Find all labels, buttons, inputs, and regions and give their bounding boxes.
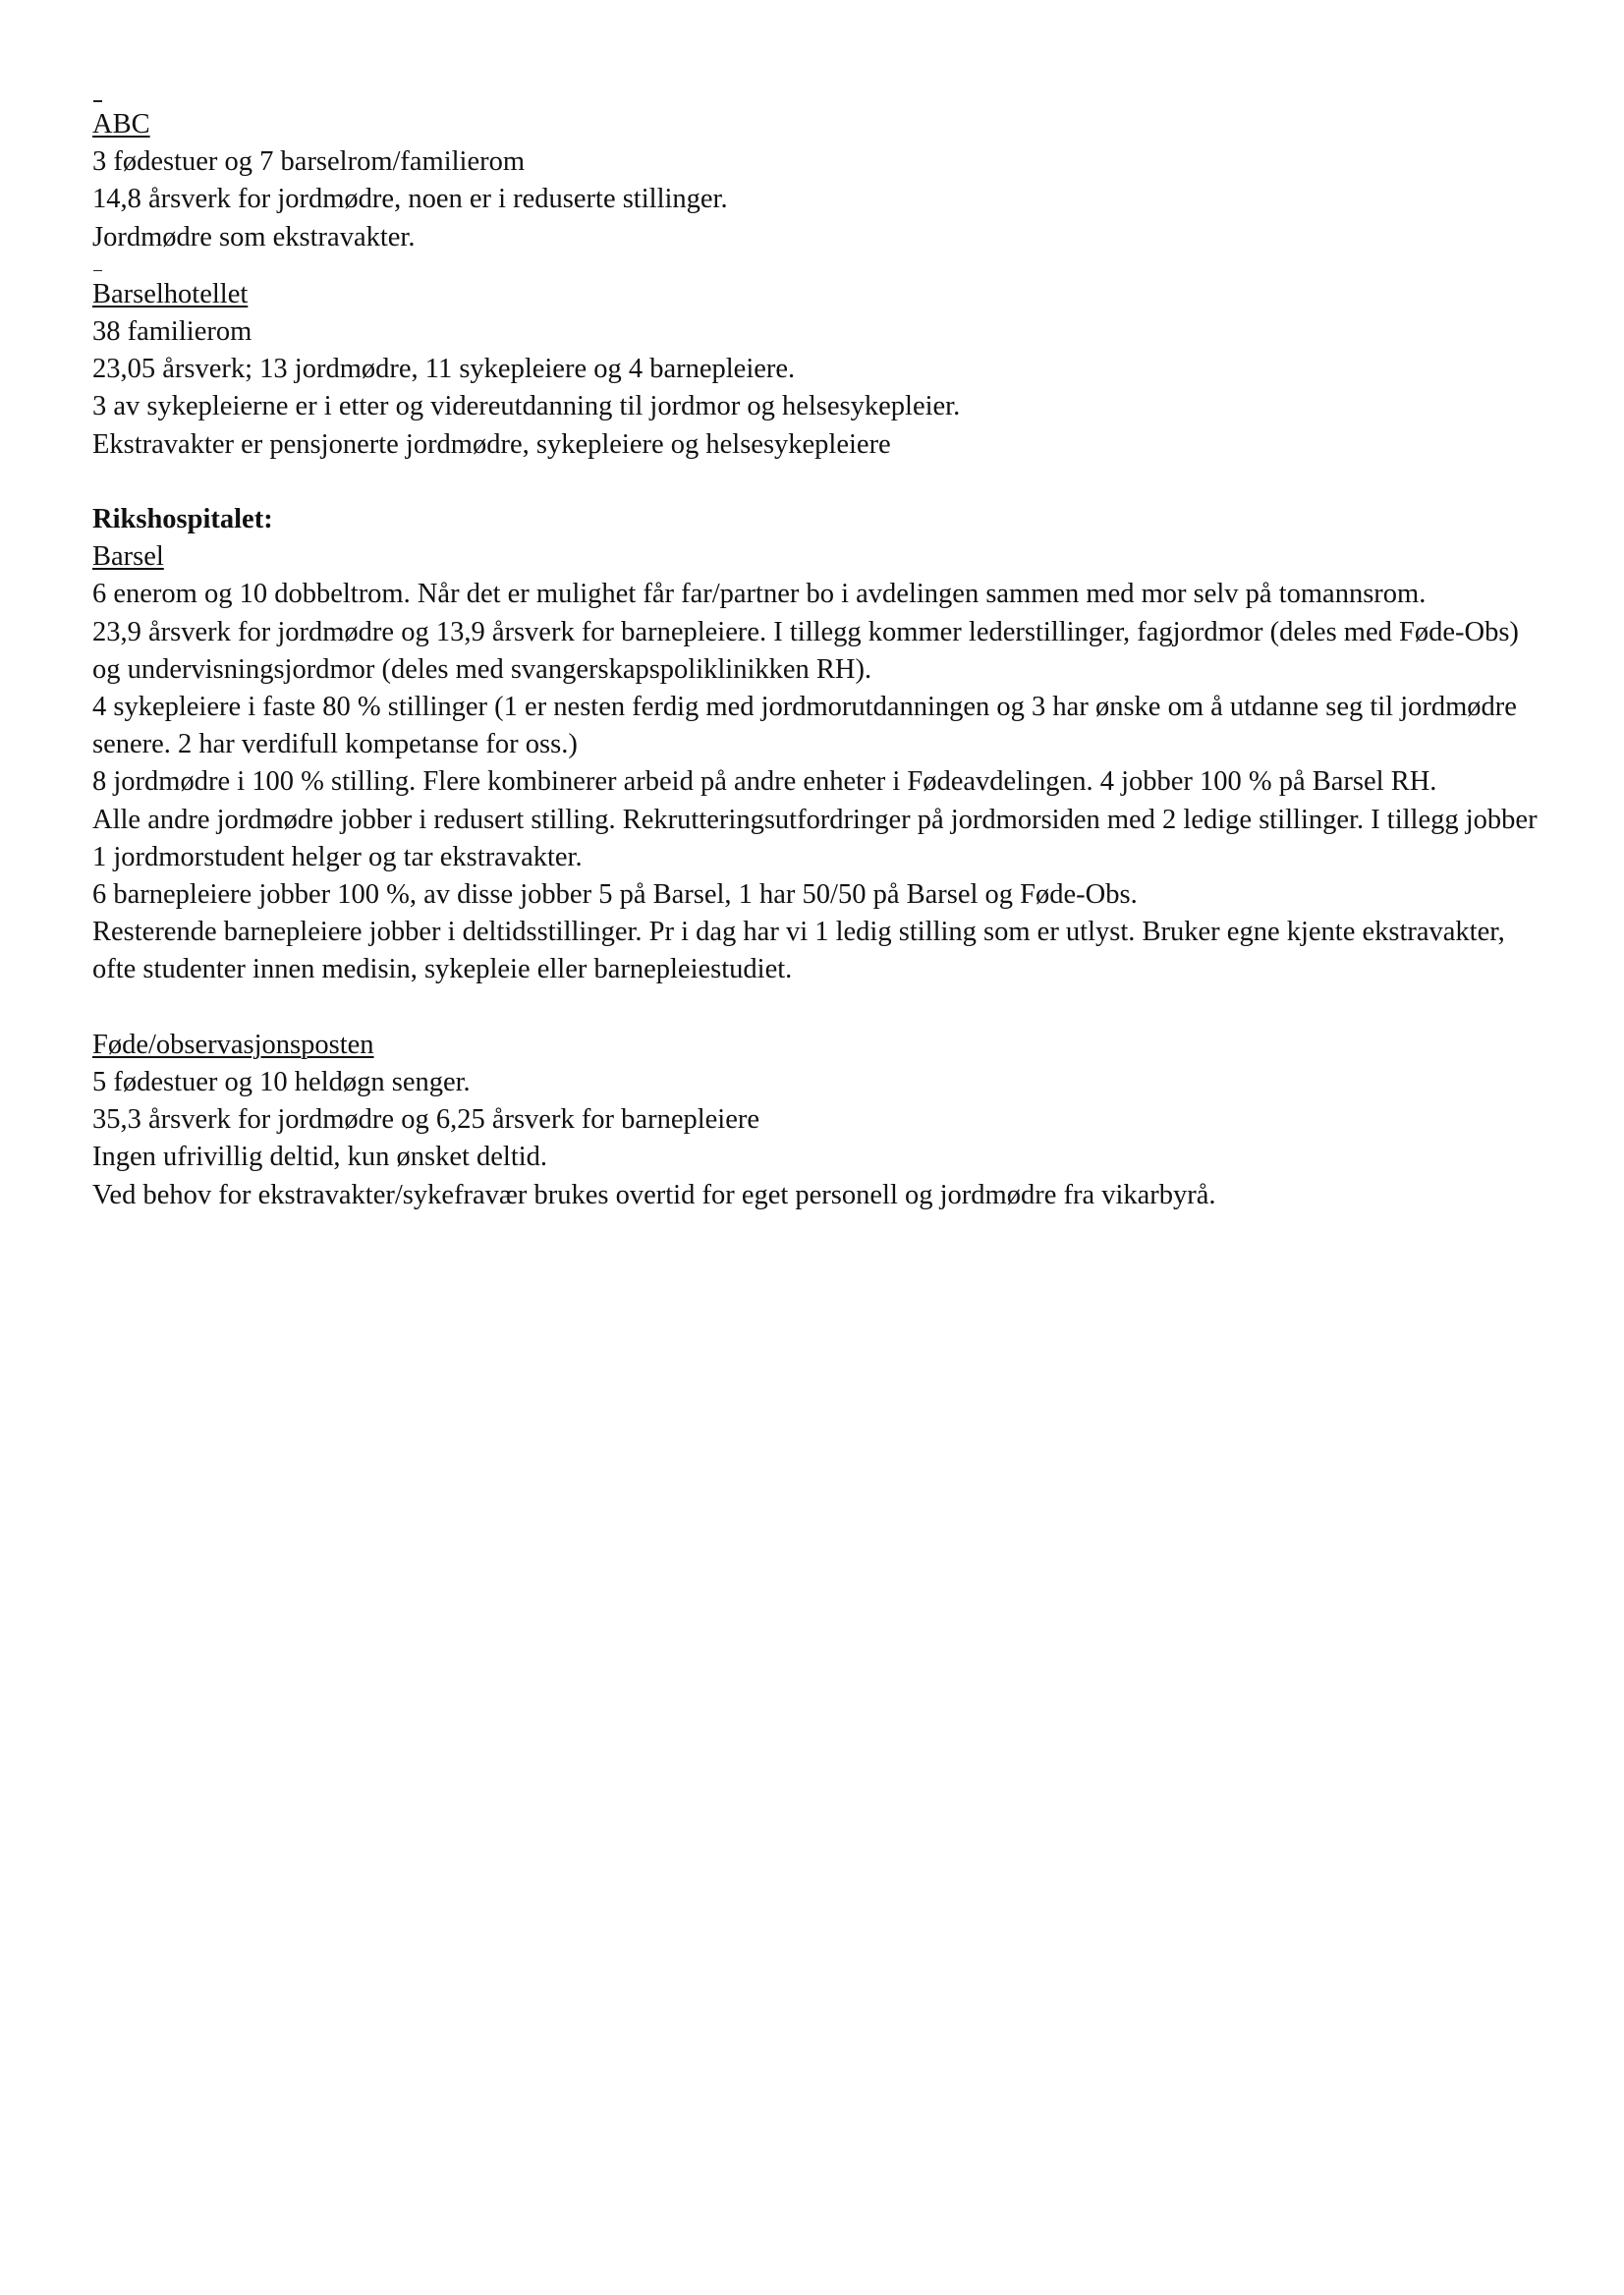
barsel-paragraph-1: 6 enerom og 10 dobbeltrom. Når det er mulighet får far/partner bo i avdelingen sammen med mor selv på tomannsrom. <box>92 579 1427 610</box>
barsel-paragraph-4: 8 jordmødre i 100 % stilling. Flere kombinerer arbeid på andre enheter i Fødeavdelingen. 4 jobber 100 % på Barsel RH. <box>92 766 1437 798</box>
fode-obs-line-4: Ved behov for ekstravakter/sykefravær brukes overtid for eget personell og jordmødre fra vikarbyrå. <box>92 1179 1216 1210</box>
section-heading-abc: ABC <box>92 109 150 140</box>
section-heading-rikshospitalet: Rikshospitalet: <box>92 504 273 535</box>
barsel-paragraph-7: Resterende barnepleiere jobber i deltidsstillinger. Pr i dag har vi 1 ledig stilling som er utlyst. Bruker egne kjente ekstravakter, ofte studenter innen medisin, sykepleie eller barnepleiestudiet. <box>92 917 1505 985</box>
fode-obs-line-3: Ingen ufrivillig deltid, kun ønsket deltid. <box>92 1142 548 1173</box>
abc-line-1: 3 fødestuer og 7 barselrom/familierom <box>92 146 526 178</box>
barselhotellet-line-2: 23,05 årsverk; 13 jordmødre, 11 sykepleiere og 4 barnepleiere. <box>92 354 796 385</box>
fode-obs-line-1: 5 fødestuer og 10 heldøgn senger. <box>92 1067 471 1098</box>
section-heading-fode-obs: Føde/observasjonsposten <box>92 1029 374 1060</box>
list-marker <box>92 256 1546 276</box>
list-marker <box>92 86 1546 106</box>
section-abc <box>92 106 1546 256</box>
section-rikshospitalet <box>92 501 1546 989</box>
barselhotellet-line-4: Ekstravakter er pensjonerte jordmødre, sykepleiere og helsesykepleiere <box>92 428 891 460</box>
fode-obs-line-2: 35,3 årsverk for jordmødre og 6,25 årsverk for barnepleiere <box>92 1104 759 1136</box>
section-heading-barselhotellet: Barselhotellet <box>92 278 249 309</box>
barselhotellet-line-3: 3 av sykepleierne er i etter og videreutdanning til jordmor og helsesykepleier. <box>92 391 961 422</box>
abc-line-3: Jordmødre som ekstravakter. <box>92 221 416 252</box>
barsel-paragraph-5: Alle andre jordmødre jobber i redusert stilling. Rekrutteringsutfordringer på jordmorsiden med 2 ledige stillinger. I tillegg jobber 1 jordmorstudent helger og tar ekstravakter. <box>92 804 1538 872</box>
document-body <box>92 86 1546 1214</box>
barsel-paragraph-3: 4 sykepleiere i faste 80 % stillinger (1 er nesten ferdig med jordmorutdanningen og 3 har ønske om å utdanne seg til jordmødre senere. 2 har verdifull kompetanse for oss.) <box>92 692 1517 760</box>
spacer <box>92 989 1546 1027</box>
barsel-paragraph-2: 23,9 årsverk for jordmødre og 13,9 årsverk for barnepleiere. I tillegg kommer lederstillinger, fagjordmor (deles med Føde-Obs) og undervisningsjordmor (deles med svangerskapspoliklinikken RH). <box>92 616 1519 685</box>
subsection-heading-barsel: Barsel <box>92 541 164 573</box>
section-barselhotellet <box>92 276 1546 464</box>
barsel-paragraph-6: 6 barnepleiere jobber 100 %, av disse jobber 5 på Barsel, 1 har 50/50 på Barsel og Føde-Obs. <box>92 879 1138 911</box>
abc-line-2: 14,8 årsverk for jordmødre, noen er i reduserte stillinger. <box>92 184 728 215</box>
section-fode-obs <box>92 1027 1546 1214</box>
spacer <box>92 464 1546 501</box>
barselhotellet-line-1: 38 familierom <box>92 316 252 348</box>
